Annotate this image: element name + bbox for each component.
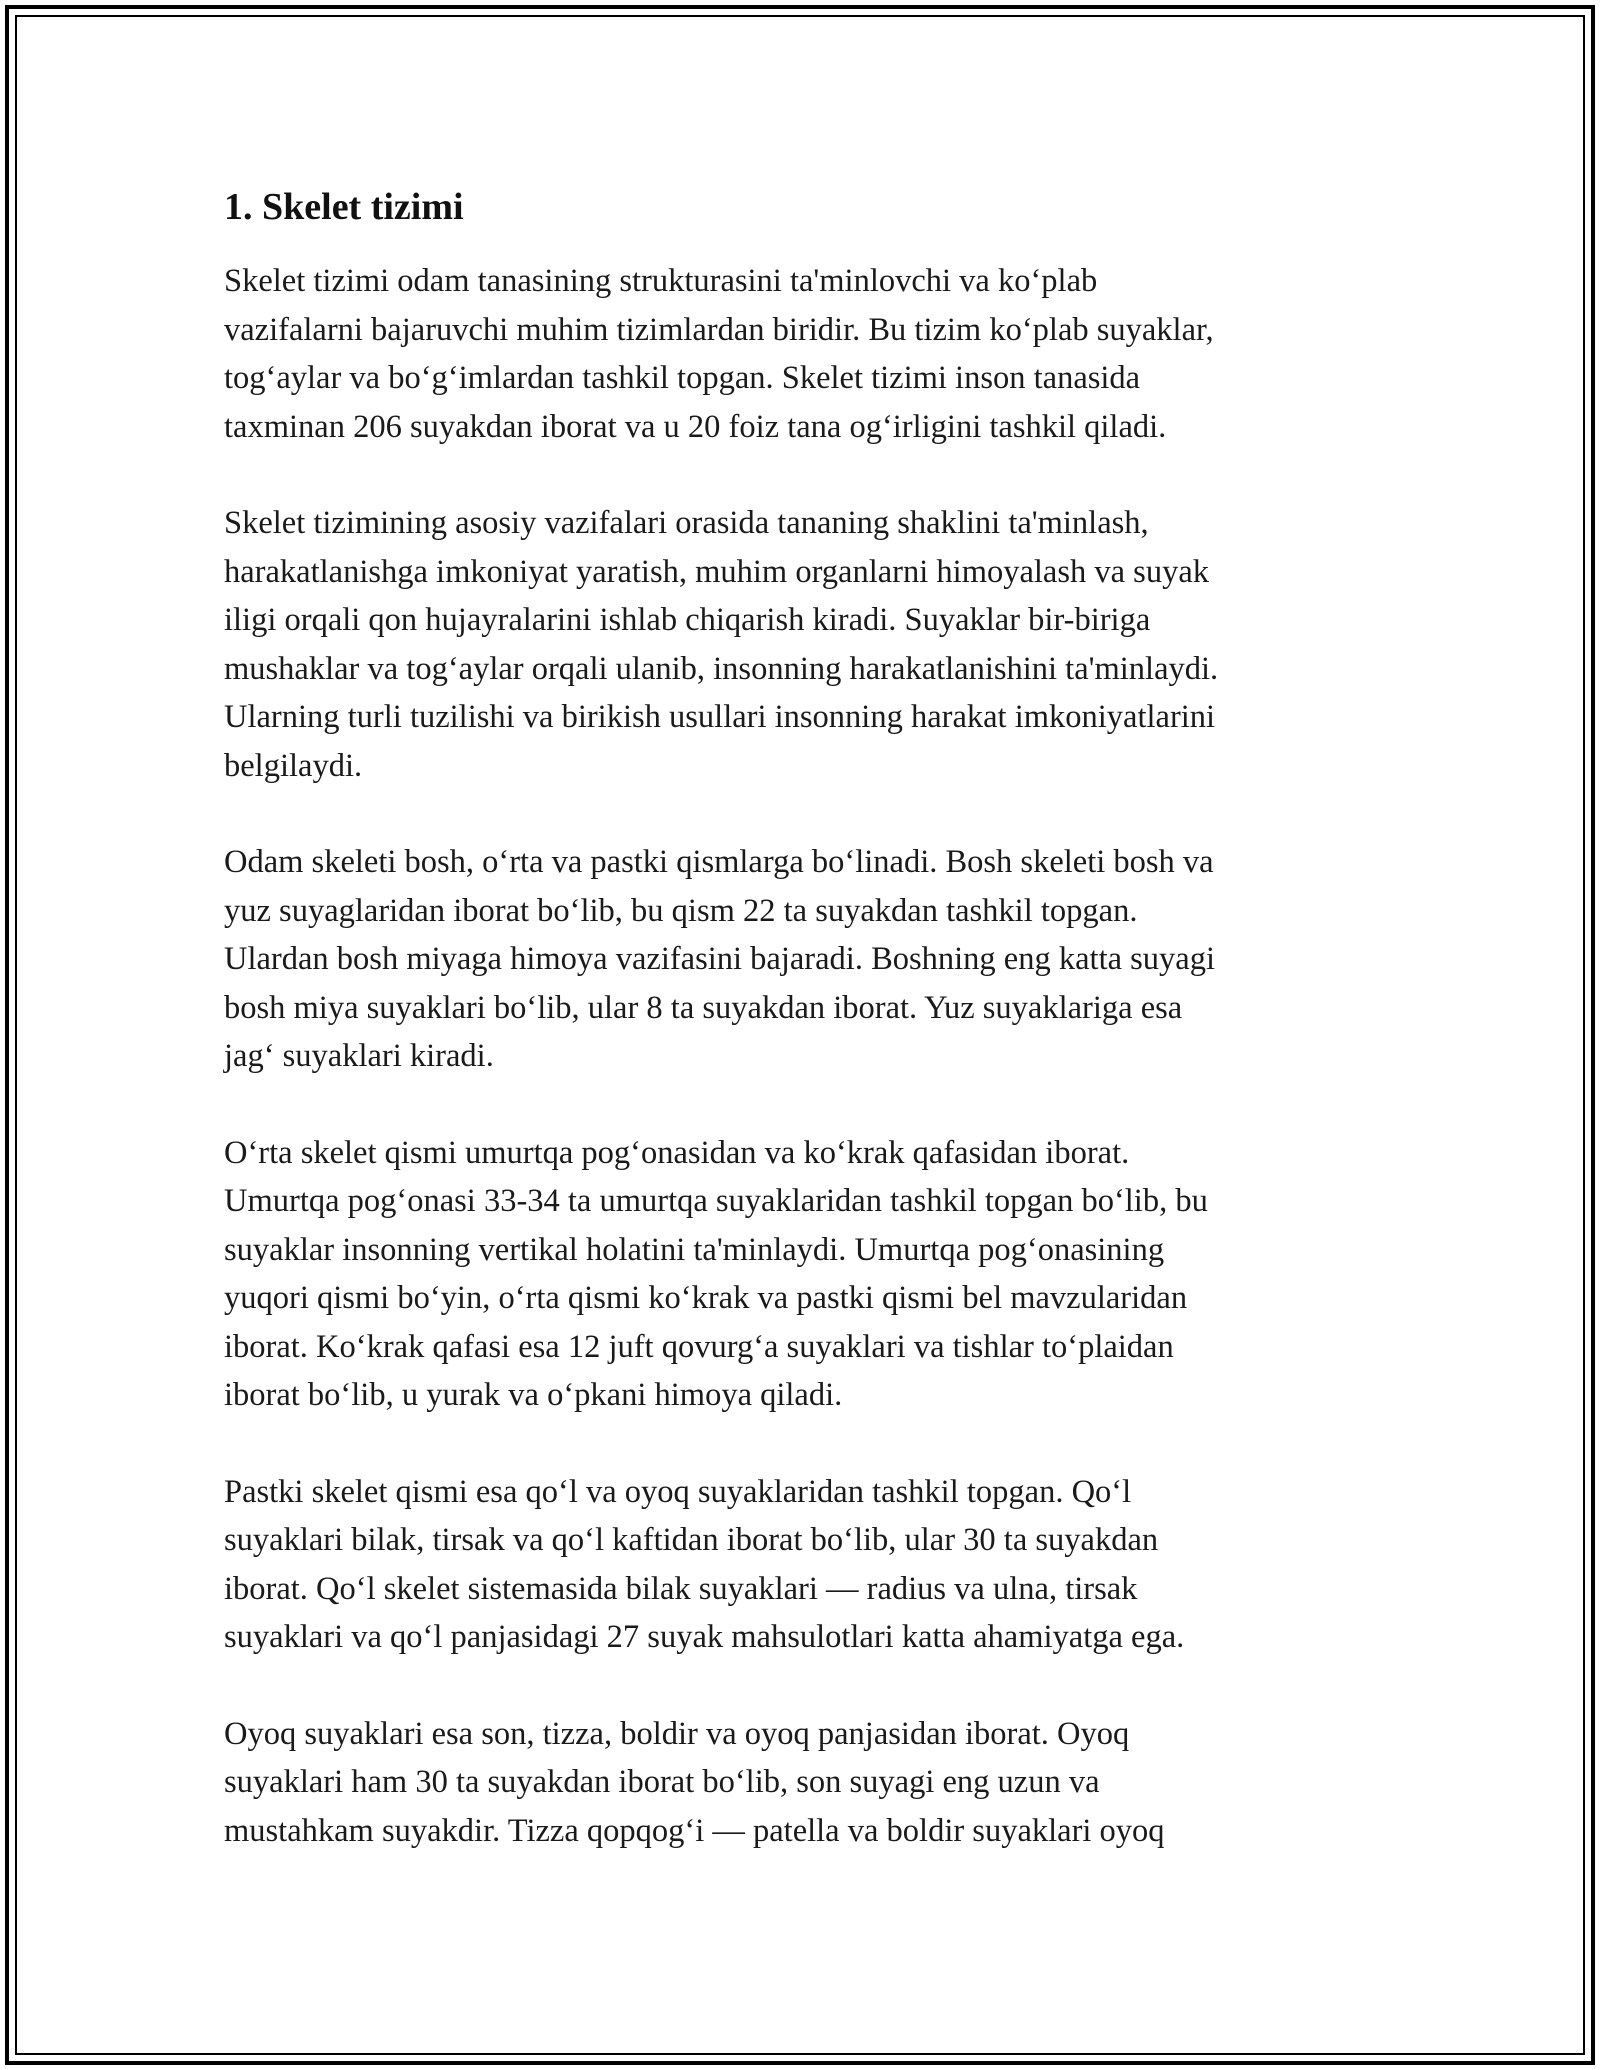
text-line: mustahkam suyakdir. Tizza qopqog‘i — patella va boldir suyaklari oyoq: [224, 1812, 1165, 1849]
text-line: suyaklari ham 30 ta suyakdan iborat bo‘lib, son suyagi eng uzun va: [224, 1764, 1100, 1800]
paragraph-1: [224, 257, 1364, 451]
paragraph-4: [224, 1129, 1364, 1420]
text-line: Ulardan bosh miyaga himoya vazifasini bajaradi. Boshning eng katta suyagi: [224, 941, 1215, 977]
text-line: mushaklar va tog‘aylar orqali ulanib, insonning harakatlanishini ta'minlaydi.: [224, 650, 1219, 687]
text-line: Pastki skelet qismi esa qo‘l va oyoq suyaklaridan tashkil topgan. Qo‘l: [224, 1473, 1132, 1510]
text-line: O‘rta skelet qismi umurtqa pog‘onasidan va ko‘krak qafasidan iborat.: [224, 1134, 1130, 1171]
text-line: iborat bo‘lib, u yurak va o‘pkani himoya qiladi.: [224, 1377, 843, 1413]
text-line: Skelet tizimi odam tanasining strukturasini ta'minlovchi va ko‘plab: [224, 263, 1098, 299]
document-body: [224, 183, 1364, 1903]
text-line: suyaklar insonning vertikal holatini ta'minlaydi. Umurtqa pog‘onasining: [224, 1231, 1165, 1268]
paragraph-3: [224, 838, 1364, 1081]
text-line: Skelet tizimining asosiy vazifalari orasida tananing shaklini ta'minlash,: [224, 505, 1149, 541]
text-line: yuqori qismi bo‘yin, o‘rta qismi ko‘krak va pastki qismi bel mavzularidan: [224, 1280, 1188, 1316]
text-line: bosh miya suyaklari bo‘lib, ular 8 ta suyakdan iborat. Yuz suyaklariga esa: [224, 989, 1183, 1026]
text-line: Ularning turli tuzilishi va birikish usullari insonning harakat imkoniyatlarini: [224, 699, 1216, 735]
text-line: iborat. Qo‘l skelet sistemasida bilak suyaklari — radius va ulna, tirsak: [224, 1570, 1138, 1607]
text-line: iligi orqali qon hujayralarini ishlab chiqarish kiradi. Suyaklar bir-biriga: [224, 602, 1151, 638]
paragraph-2: [224, 499, 1364, 790]
text-line: suyaklari va qo‘l panjasidagi 27 suyak mahsulotlari katta ahamiyatga ega.: [224, 1619, 1185, 1655]
text-line: jag‘ suyaklari kiradi.: [224, 1038, 494, 1074]
text-line: yuz suyaglaridan iborat bo‘lib, bu qism 22 ta suyakdan tashkil topgan.: [224, 892, 1138, 929]
text-line: iborat. Ko‘krak qafasi esa 12 juft qovurg‘a suyaklari va tishlar to‘plaidan: [224, 1328, 1174, 1365]
text-line: Umurtqa pog‘onasi 33-34 ta umurtqa suyaklaridan tashkil topgan bo‘lib, bu: [224, 1183, 1208, 1219]
text-line: harakatlanishga imkoniyat yaratish, muhim organlarni himoyalash va suyak: [224, 553, 1209, 590]
text-line: tog‘aylar va bo‘g‘imlardan tashkil topgan. Skelet tizimi inson tanasida: [224, 360, 1141, 396]
section-heading: 1. Skelet tizimi: [224, 186, 464, 228]
paragraph-6: [224, 1710, 1364, 1856]
text-line: Odam skeleti bosh, o‘rta va pastki qismlarga bo‘linadi. Bosh skeleti bosh va: [224, 844, 1214, 880]
text-line: Oyoq suyaklari esa son, tizza, boldir va oyoq panjasidan iborat. Oyoq: [224, 1715, 1130, 1752]
text-line: suyaklari bilak, tirsak va qo‘l kaftidan iborat bo‘lib, ular 30 ta suyakdan: [224, 1522, 1159, 1558]
text-line: taxminan 206 suyakdan iborat va u 20 foiz tana og‘irligini tashkil qiladi.: [224, 408, 1167, 445]
text-line: belgilaydi.: [224, 747, 363, 784]
text-line: vazifalarni bajaruvchi muhim tizimlardan biridir. Bu tizim ko‘plab suyaklar,: [224, 311, 1214, 348]
paragraph-5: [224, 1468, 1364, 1662]
